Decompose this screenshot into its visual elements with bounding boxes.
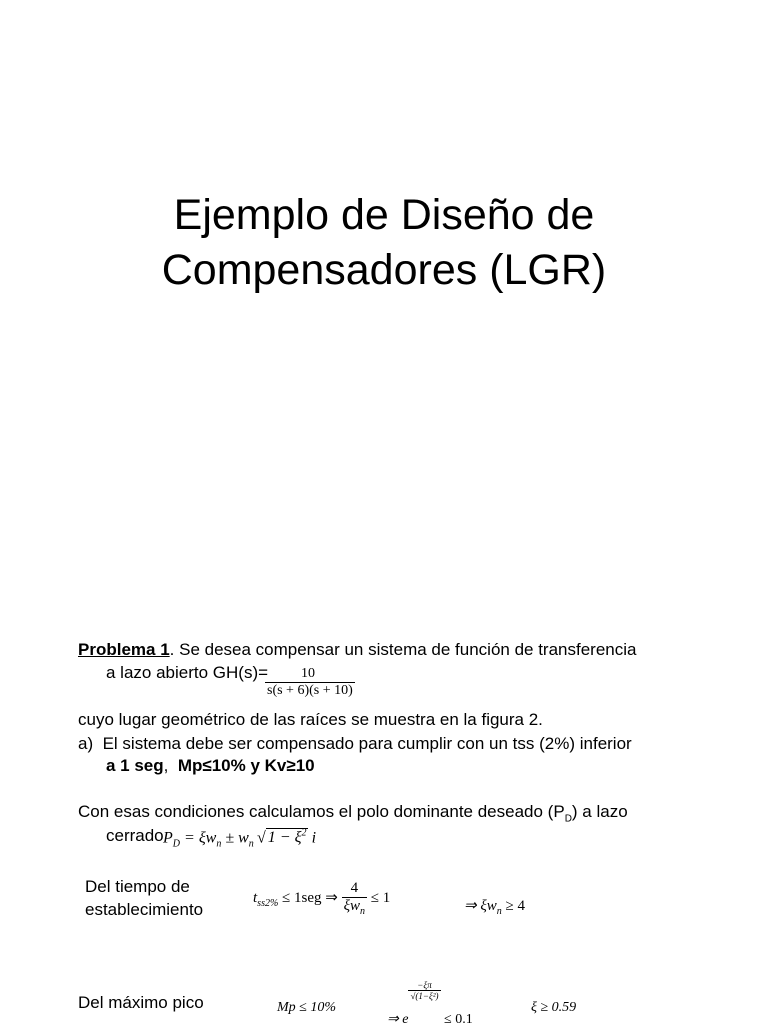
problem-line-2: a lazo abierto GH(s)= [106,663,269,682]
slide-title [0,188,768,298]
problem-label: Problema 1 [78,640,170,659]
settling-mid: ≤ 1seg ⇒ [282,889,338,906]
dominant-pole-formula: $P_D = \xi w_n \pm w_n$ √ $1 - \xi^2$ i [163,828,317,850]
overshoot-result: ξ ≥ 0.59 [531,1000,577,1015]
settling-frac-num: 4 [350,880,359,896]
overshoot-exponent [408,980,440,1001]
settling-label-1: Del tiempo de [85,877,190,896]
item-a-line-2: a 1 seg, Mp≤10% y Kv≥10 [106,756,315,775]
conditions-line-2: cerrado [106,826,164,845]
problem-intro [78,639,636,661]
transfer-function [265,666,355,699]
settling-fraction [342,880,367,917]
settling-frac-den: $\xi w_n$ [343,898,366,917]
overshoot-mid: ⇒ e [387,1012,409,1027]
settling-equation [253,880,390,917]
tf-denominator: s(s + 6)(s + 10) [267,683,353,698]
item-a-bold: a 1 seg [106,756,164,775]
title-line-1: Ejemplo de Diseño de [173,191,595,239]
problem-line-3: cuyo lugar geométrico de las raíces se muestra en la figura 2. [78,710,543,729]
item-a-bold-2: Mp≤10% y Kv≥10 [177,756,315,775]
settling-den-text: ξw [343,898,361,914]
problem-intro-text: . Se desea compensar un sistema de función de transferencia [169,640,637,659]
transfer-fraction [265,666,355,699]
title-line-2: Compensadores (LGR) [161,246,607,294]
conditions-sub: D [564,813,572,825]
overshoot-equation [387,980,473,1028]
overshoot-label: Del máximo pico [78,993,204,1012]
tf-numerator: 10 [301,666,315,681]
settling-ineq: ≤ 1 [370,889,391,906]
overshoot-condition: Mp ≤ 10% [277,1000,337,1015]
overshoot-exp-num: −ξπ [417,980,432,990]
overshoot-exp-den: √(1−ξ²) [410,991,439,1001]
settling-result-end: ≥ 4 [505,898,525,914]
conditions-text: Con esas condiciones calculamos el polo dominante deseado (P [78,802,565,821]
item-a-marker: a) [78,734,94,753]
settling-label-2: establecimiento [85,900,204,919]
item-a [78,733,632,755]
settling-result: ⇒ $\xi w_n \ge 4$ [464,898,525,917]
settling-result-text: ⇒ ξw [464,898,497,914]
overshoot-ineq: ≤ 0.1 [444,1012,473,1027]
conditions-text-end: ) a lazo [571,802,628,821]
settling-t: t [253,889,258,906]
item-a-text: El sistema debe ser compensado para cumplir con un tss (2%) inferior [102,734,632,753]
settling-t-sub: ss2% [257,897,279,909]
